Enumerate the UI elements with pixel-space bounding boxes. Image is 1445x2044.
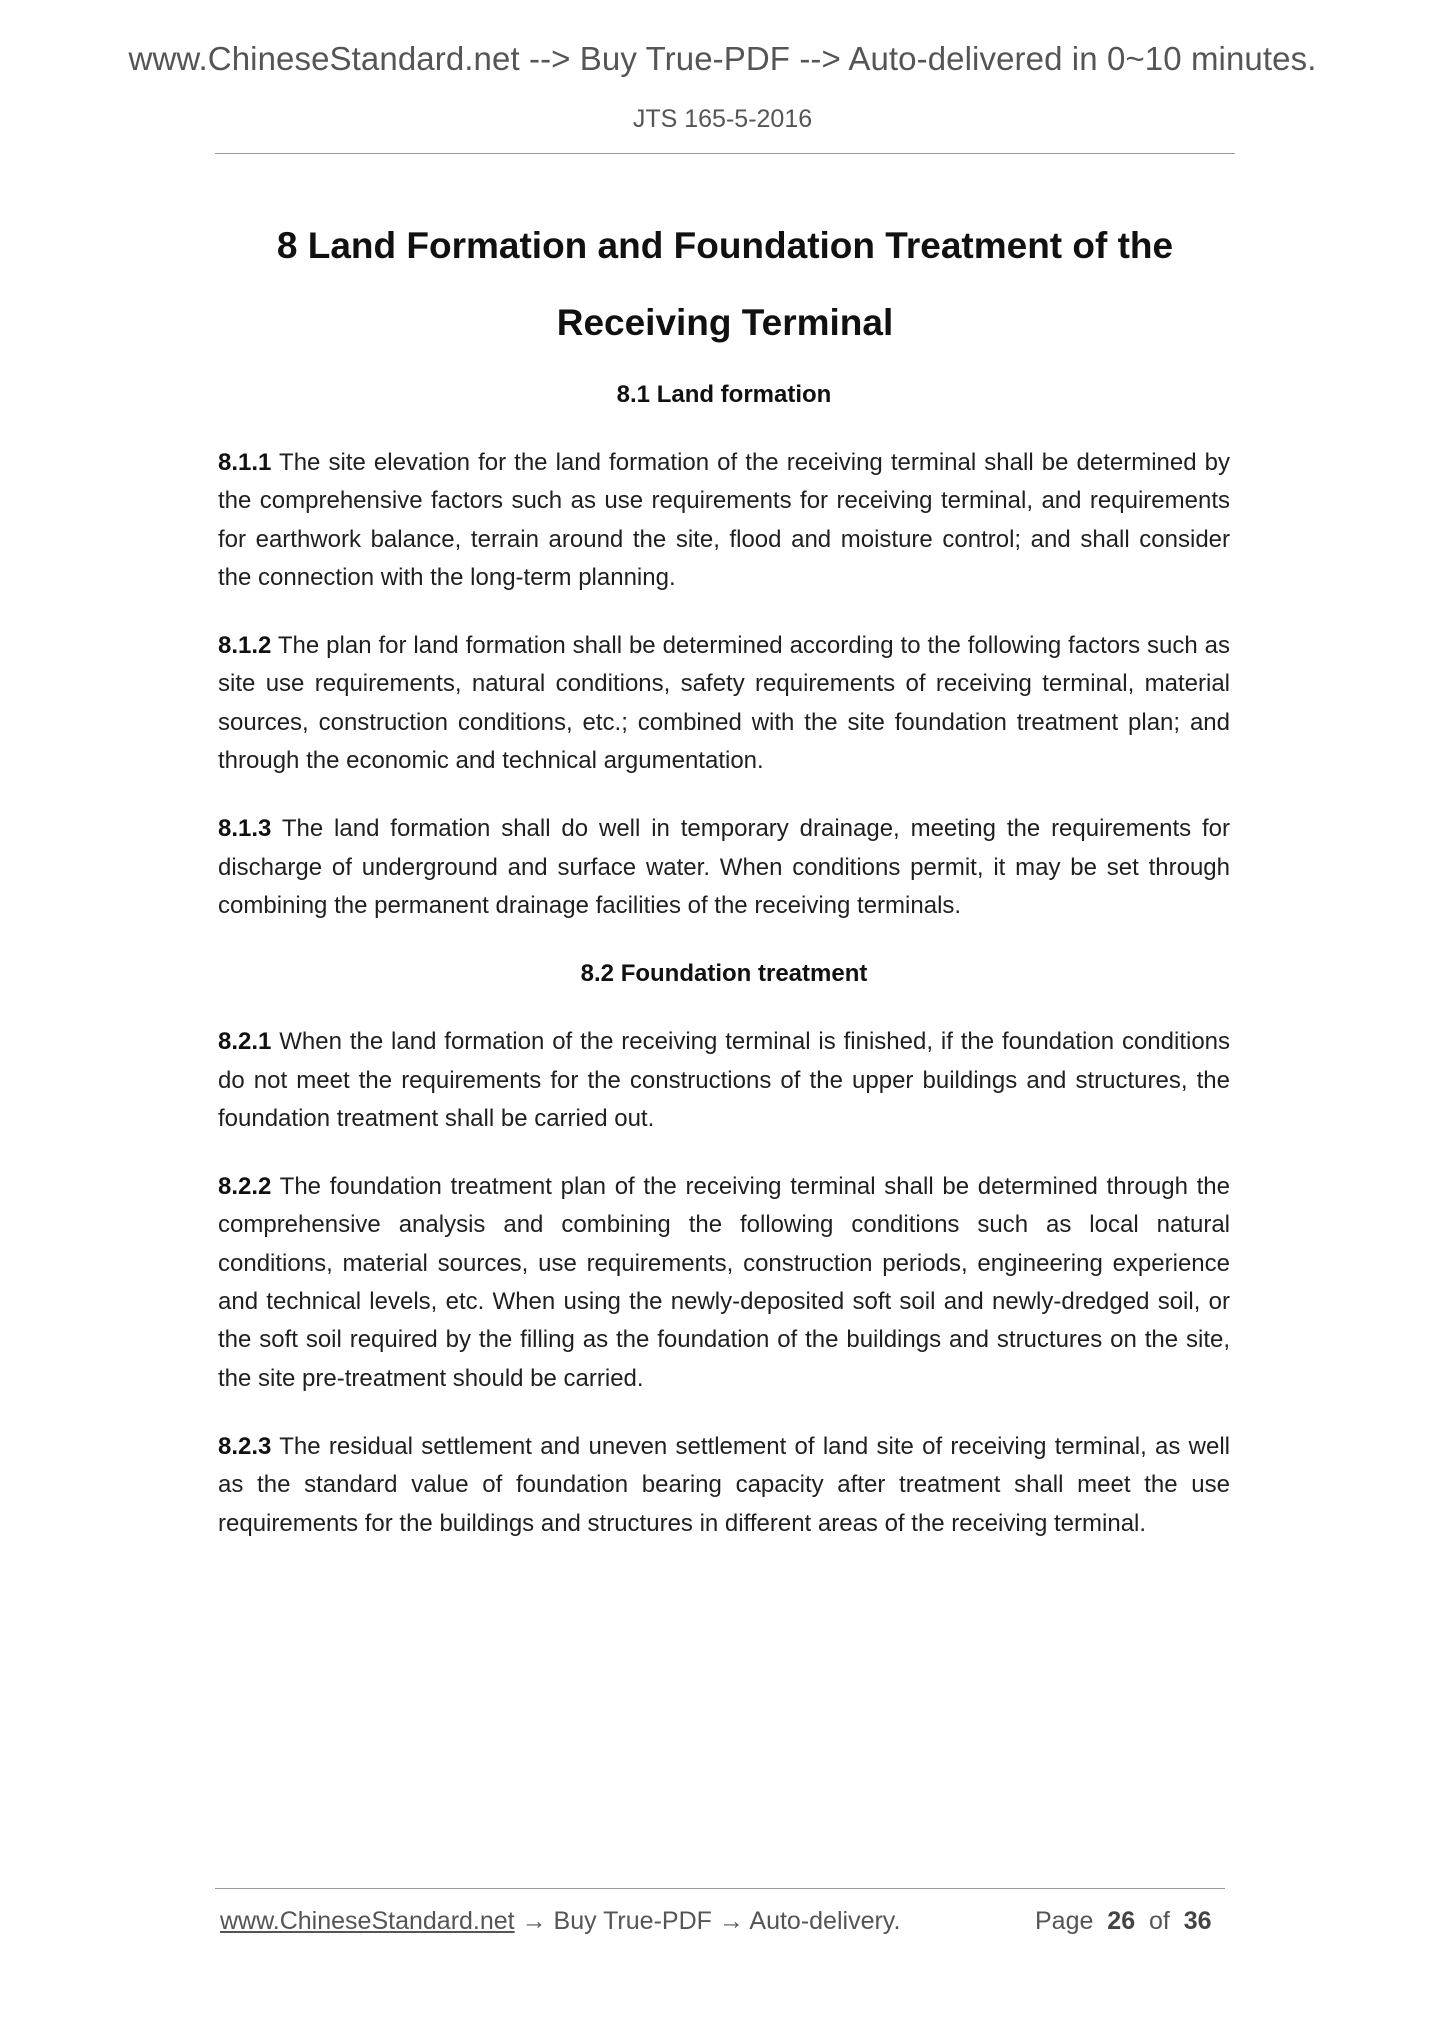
- chapter-title: [215, 207, 1235, 361]
- footer-site-link[interactable]: www.ChineseStandard.net: [220, 1907, 515, 1935]
- page-number: 26: [1107, 1907, 1136, 1935]
- page-indicator: [1035, 1907, 1212, 1936]
- section-land-formation: [218, 376, 1230, 925]
- clause-number: 8.2.1: [218, 1028, 272, 1056]
- clause-text: The foundation treatment plan of the receiving terminal shall be determined through the comprehensive analysis and combining the following conditions such as local natural conditions, material sources, use requirements, construction periods, engineering experience and technical levels, etc. When using the newly-deposited soft soil and newly-dredged soil, or the soft soil required by the filling as the foundation of the buildings and structures on the site, the site pre-treatment should be carried.: [218, 1173, 1231, 1392]
- footer-promo-text: → Buy True-PDF → Auto-delivery.: [514, 1907, 901, 1935]
- chapter-title-line-2: Receiving Terminal: [556, 302, 894, 343]
- clause-number: 8.1.2: [218, 632, 272, 660]
- clause-number: 8.1.1: [218, 449, 272, 476]
- clause-8-2-2: [218, 1168, 1230, 1398]
- site-banner: www.ChineseStandard.net --> Buy True-PDF --> Auto-delivered in 0~10 minutes.: [128, 40, 1317, 77]
- clause-number: 8.2.2: [218, 1173, 272, 1201]
- clause-8-1-2: [218, 627, 1230, 780]
- clause-number: 8.1.3: [218, 815, 272, 843]
- section-heading: 8.2 Foundation treatment: [580, 960, 868, 988]
- footer-divider: [215, 1888, 1225, 1889]
- clause-text: When the land formation of the receiving terminal is finished, if the foundation conditions do not meet the requirements for the constructions of the upper buildings and structures, the foundation treatment shall be carried out.: [218, 1028, 1231, 1132]
- clause-number: 8.2.3: [218, 1432, 272, 1460]
- chapter-title-line-1: 8 Land Formation and Foundation Treatment of the: [276, 225, 1174, 266]
- page-of-label: of: [1149, 1907, 1170, 1935]
- page-total: 36: [1183, 1907, 1212, 1935]
- document-body: [218, 376, 1230, 1573]
- document-code: JTS 165-5-2016: [632, 105, 813, 133]
- clause-8-2-3: [218, 1428, 1230, 1543]
- clause-text: The residual settlement and uneven settlement of land site of receiving terminal, as well as the standard value of foundation bearing capacity after treatment shall meet the use requirements for the buildings and structures in different areas of the receiving terminal.: [218, 1432, 1231, 1537]
- clause-8-2-1: [218, 1023, 1230, 1138]
- clause-text: The land formation shall do well in temporary drainage, meeting the requirements for discharge of underground and surface water. When conditions permit, it may be set through combining the permanent drainage facilities of the receiving terminals.: [218, 815, 1231, 919]
- header-divider: [215, 153, 1235, 154]
- clause-8-1-3: [218, 810, 1230, 925]
- clause-text: The plan for land formation shall be determined according to the following factors such as site use requirements, natural conditions, safety requirements of receiving terminal, material sources, construction conditions, etc.; combined with the site foundation treatment plan; and through the economic and technical argumentation.: [218, 632, 1231, 775]
- clause-text: The site elevation for the land formation of the receiving terminal shall be determined by the comprehensive factors such as use requirements for receiving terminal, and requirements for earthwork balance, terrain around the site, flood and moisture control; and shall consider the connection with the long-term planning.: [218, 449, 1231, 591]
- section-foundation-treatment: [218, 955, 1230, 1543]
- page-label: Page: [1035, 1907, 1094, 1935]
- footer-promo: [220, 1907, 900, 1936]
- section-heading: 8.1 Land formation: [616, 381, 832, 408]
- clause-8-1-1: [218, 444, 1230, 597]
